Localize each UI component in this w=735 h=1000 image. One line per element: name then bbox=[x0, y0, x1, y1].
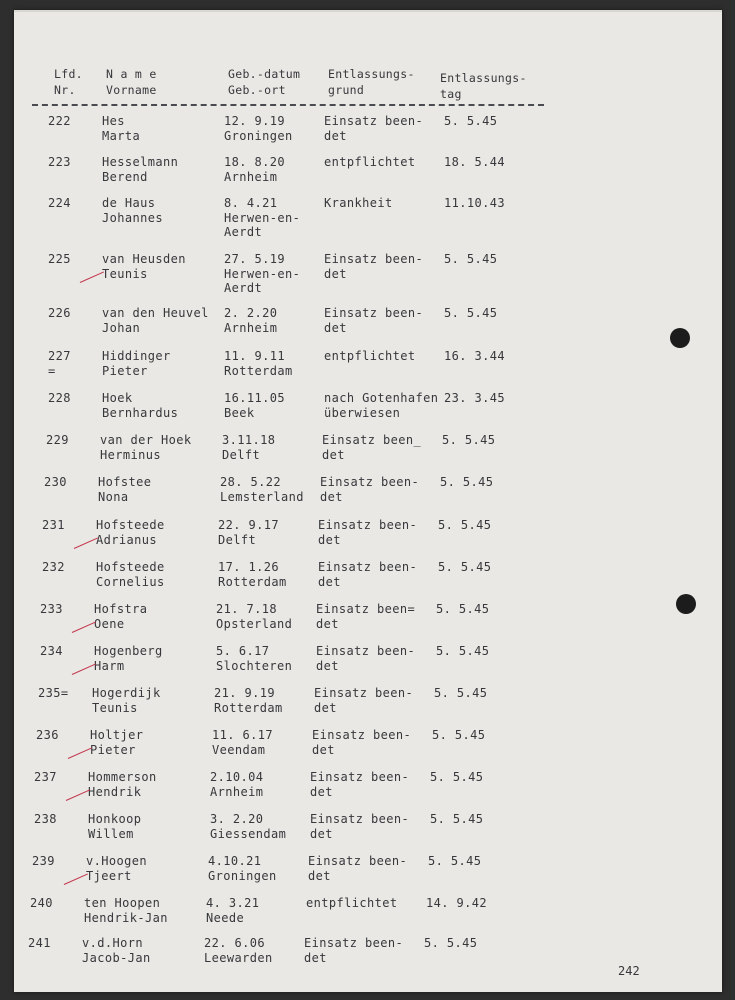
table-row bbox=[10, 475, 718, 519]
table-row bbox=[14, 196, 722, 240]
person-name: Hofstee Nona bbox=[98, 475, 152, 504]
birth-info: 11. 9.11 Rotterdam bbox=[224, 349, 293, 378]
birth-info: 16.11.05 Beek bbox=[224, 391, 285, 420]
discharge-date: 5. 5.45 bbox=[438, 518, 492, 532]
discharge-date: 5. 5.45 bbox=[430, 770, 484, 784]
person-name: van Heusden Teunis bbox=[102, 252, 186, 281]
birth-info: 17. 1.26 Rotterdam bbox=[218, 560, 287, 589]
discharge-reason: Einsatz been- det bbox=[320, 475, 420, 504]
row-number: 225 bbox=[48, 252, 71, 266]
row-number: 240 bbox=[30, 896, 53, 910]
person-name: Hommerson Hendrik bbox=[88, 770, 157, 799]
table-row bbox=[6, 602, 714, 646]
row-number: 233 bbox=[40, 602, 63, 616]
discharge-reason: Einsatz been= det bbox=[316, 602, 416, 631]
discharge-reason: Einsatz been- det bbox=[324, 252, 424, 281]
header-grund: Entlassungs- grund bbox=[328, 67, 415, 97]
birth-info: 4. 3.21 Neede bbox=[206, 896, 260, 925]
person-name: ten Hoopen Hendrik-Jan bbox=[84, 896, 168, 925]
table-row bbox=[4, 686, 712, 730]
discharge-reason: Krankheit bbox=[324, 196, 393, 210]
row-number: 224 bbox=[48, 196, 71, 210]
birth-info: 8. 4.21 Herwen-en- Aerdt bbox=[224, 196, 301, 239]
row-number: 238 bbox=[34, 812, 57, 826]
person-name: Hofsteede Cornelius bbox=[96, 560, 165, 589]
row-number: 235= bbox=[38, 686, 69, 700]
table-row bbox=[14, 349, 722, 393]
discharge-date: 5. 5.45 bbox=[444, 306, 498, 320]
red-check-mark bbox=[74, 537, 98, 548]
row-number: 237 bbox=[34, 770, 57, 784]
discharge-date: 14. 9.42 bbox=[426, 896, 487, 910]
discharge-reason: entpflichtet bbox=[324, 349, 416, 363]
discharge-date: 5. 5.45 bbox=[440, 475, 494, 489]
birth-info: 22. 6.06 Leewarden bbox=[204, 936, 273, 965]
row-number: 226 bbox=[48, 306, 71, 320]
person-name: Hogerdijk Teunis bbox=[92, 686, 161, 715]
punch-hole-top bbox=[670, 328, 690, 348]
row-number: 228 bbox=[48, 391, 71, 405]
discharge-date: 5. 5.45 bbox=[432, 728, 486, 742]
birth-info: 21. 7.18 Opsterland bbox=[216, 602, 293, 631]
table-row bbox=[0, 770, 708, 814]
table-row bbox=[0, 812, 708, 856]
birth-info: 21. 9.19 Rotterdam bbox=[214, 686, 283, 715]
table-row bbox=[8, 560, 716, 604]
row-number: 222 bbox=[48, 114, 71, 128]
birth-info: 3.11.18 Delft bbox=[222, 433, 276, 462]
birth-info: 4.10.21 Groningen bbox=[208, 854, 277, 883]
row-number: 231 bbox=[42, 518, 65, 532]
row-number: 241 bbox=[28, 936, 51, 950]
birth-info: 12. 9.19 Groningen bbox=[224, 114, 293, 143]
discharge-reason: Einsatz been- det bbox=[308, 854, 408, 883]
row-number: 232 bbox=[42, 560, 65, 574]
discharge-reason: entpflichtet bbox=[306, 896, 398, 910]
discharge-reason: Einsatz been- det bbox=[312, 728, 412, 757]
table-row bbox=[2, 728, 710, 772]
discharge-reason: entpflichtet bbox=[324, 155, 416, 169]
table-row bbox=[12, 433, 720, 477]
discharge-reason: Einsatz been_ det bbox=[322, 433, 422, 462]
red-check-mark bbox=[66, 789, 90, 800]
birth-info: 2.10.04 Arnheim bbox=[210, 770, 264, 799]
person-name: Hoek Bernhardus bbox=[102, 391, 179, 420]
birth-info: 11. 6.17 Veendam bbox=[212, 728, 273, 757]
birth-info: 18. 8.20 Arnheim bbox=[224, 155, 285, 184]
discharge-reason: Einsatz been- det bbox=[318, 518, 418, 547]
discharge-date: 5. 5.45 bbox=[428, 854, 482, 868]
discharge-reason: Einsatz been- det bbox=[304, 936, 404, 965]
discharge-date: 5. 5.45 bbox=[444, 252, 498, 266]
person-name: v.Hoogen Tjeert bbox=[86, 854, 147, 883]
discharge-date: 18. 5.44 bbox=[444, 155, 505, 169]
birth-info: 27. 5.19 Herwen-en- Aerdt bbox=[224, 252, 301, 295]
discharge-reason: Einsatz been- det bbox=[316, 644, 416, 673]
discharge-reason: Einsatz been- det bbox=[318, 560, 418, 589]
discharge-date: 23. 3.45 bbox=[444, 391, 505, 405]
header-tag: Entlassungs- tag bbox=[440, 71, 527, 101]
discharge-date: 5. 5.45 bbox=[438, 560, 492, 574]
discharge-reason: Einsatz been- det bbox=[324, 306, 424, 335]
person-name: Honkoop Willem bbox=[88, 812, 142, 841]
red-check-mark bbox=[72, 621, 96, 632]
person-name: van den Heuvel Johan bbox=[102, 306, 209, 335]
row-number: 234 bbox=[40, 644, 63, 658]
punch-hole-bottom bbox=[676, 594, 696, 614]
header-geb: Geb.-datum Geb.-ort bbox=[228, 67, 301, 97]
birth-info: 22. 9.17 Delft bbox=[218, 518, 279, 547]
birth-info: 2. 2.20 Arnheim bbox=[224, 306, 278, 335]
row-number: 227 = bbox=[48, 349, 71, 378]
discharge-reason: Einsatz been- det bbox=[324, 114, 424, 143]
discharge-reason: Einsatz been- det bbox=[310, 770, 410, 799]
header-rule bbox=[32, 104, 544, 106]
birth-info: 5. 6.17 Slochteren bbox=[216, 644, 293, 673]
discharge-date: 5. 5.45 bbox=[424, 936, 478, 950]
table-row bbox=[14, 252, 722, 296]
person-name: van der Hoek Herminus bbox=[100, 433, 192, 462]
discharge-date: 5. 5.45 bbox=[444, 114, 498, 128]
red-check-mark bbox=[72, 663, 96, 674]
table-row bbox=[14, 306, 722, 350]
red-check-mark bbox=[64, 873, 88, 884]
discharge-date: 11.10.43 bbox=[444, 196, 505, 210]
table-row bbox=[14, 391, 722, 435]
person-name: Hiddinger Pieter bbox=[102, 349, 171, 378]
table-row bbox=[14, 114, 722, 158]
header-nr: Lfd. Nr. bbox=[54, 67, 83, 97]
row-number: 230 bbox=[44, 475, 67, 489]
person-name: Hofstra Oene bbox=[94, 602, 148, 631]
table-row bbox=[14, 155, 722, 199]
row-number: 223 bbox=[48, 155, 71, 169]
page-number: 242 bbox=[618, 964, 640, 978]
table-row bbox=[0, 936, 702, 980]
discharge-date: 5. 5.45 bbox=[434, 686, 488, 700]
person-name: Hofsteede Adrianus bbox=[96, 518, 165, 547]
red-check-mark bbox=[80, 271, 104, 282]
person-name: Hes Marta bbox=[102, 114, 141, 143]
discharge-date: 5. 5.45 bbox=[442, 433, 496, 447]
person-name: Hogenberg Harm bbox=[94, 644, 163, 673]
discharge-date: 5. 5.45 bbox=[436, 644, 490, 658]
table-row bbox=[0, 896, 704, 940]
person-name: v.d.Horn Jacob-Jan bbox=[82, 936, 151, 965]
discharge-reason: Einsatz been- det bbox=[310, 812, 410, 841]
person-name: Holtjer Pieter bbox=[90, 728, 144, 757]
red-check-mark bbox=[68, 747, 92, 758]
table-row bbox=[8, 518, 716, 562]
person-name: Hesselmann Berend bbox=[102, 155, 179, 184]
table-row bbox=[6, 644, 714, 688]
row-number: 236 bbox=[36, 728, 59, 742]
table-row bbox=[0, 854, 706, 898]
birth-info: 3. 2.20 Giessendam bbox=[210, 812, 287, 841]
birth-info: 28. 5.22 Lemsterland bbox=[220, 475, 304, 504]
document-page bbox=[14, 10, 722, 992]
discharge-date: 16. 3.44 bbox=[444, 349, 505, 363]
header-name: N a m e Vorname bbox=[106, 67, 157, 97]
discharge-reason: Einsatz been- det bbox=[314, 686, 414, 715]
person-name: de Haus Johannes bbox=[102, 196, 163, 225]
discharge-date: 5. 5.45 bbox=[430, 812, 484, 826]
row-number: 229 bbox=[46, 433, 69, 447]
discharge-date: 5. 5.45 bbox=[436, 602, 490, 616]
discharge-reason: nach Gotenhafen überwiesen bbox=[324, 391, 439, 420]
row-number: 239 bbox=[32, 854, 55, 868]
